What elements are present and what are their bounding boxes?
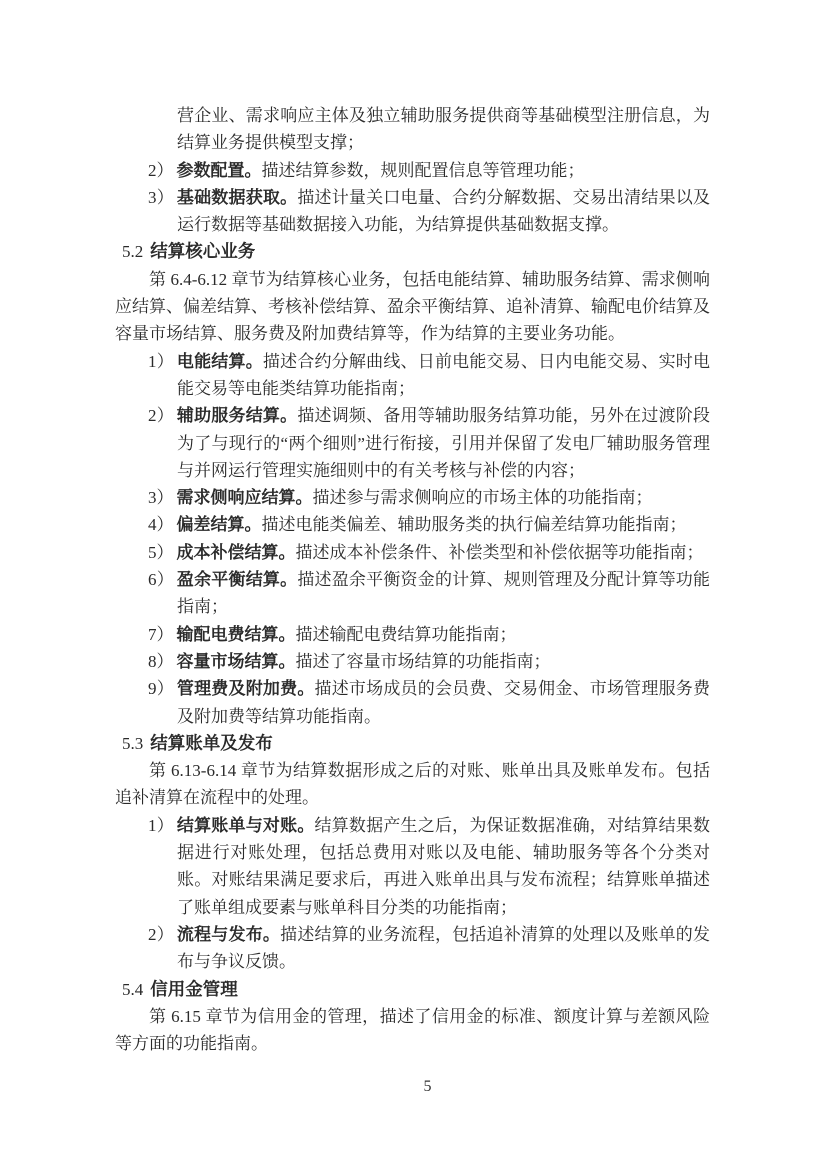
list-item-number: 5） (148, 542, 174, 562)
list-item-number: 1） (148, 351, 174, 371)
continued-paragraph: 营企业、需求响应主体及独立辅助服务提供商等基础模型注册信息，为结算业务提供模型支撑； (177, 106, 710, 153)
list-item-term: 偏差结算。 (176, 515, 262, 535)
list-item-number: 2） (148, 160, 174, 180)
paragraph: 第 6.15 章节为信用金的管理，描述了信用金的标准、额度计算与差额风险等方面的功能指南。 (115, 1006, 710, 1054)
list-item-term: 基础数据获取。 (176, 187, 298, 207)
list-item-term: 结算账单与对账。 (176, 815, 315, 835)
list-item-text: 描述参与需求侧响应的市场主体的功能指南； (312, 488, 653, 508)
list-item (115, 184, 710, 239)
section-number: 5.3 (122, 733, 144, 753)
section-title: 信用金管理 (150, 978, 238, 999)
section-title: 结算核心业务 (150, 241, 256, 262)
list-item-text: 描述结算的业务流程，包括追补清算的处理以及账单的发布与争议反馈。 (177, 924, 710, 972)
list-item-text: 描述盈余平衡资金的计算、规则管理及分配计算等功能指南； (177, 570, 710, 617)
list-item-number: 2） (148, 924, 174, 944)
list-item-text: 描述调频、备用等辅助服务结算功能，另外在过渡阶段为了与现行的“两个细则”进行衔接，引用并保留了发电厂辅助服务管理与并网运行管理实施细则中的有关考核与补偿的内容； (177, 406, 710, 480)
section-heading (122, 730, 710, 757)
list-item (115, 621, 710, 648)
list-item-text: 描述电能类偏差、辅助服务类的执行偏差结算功能指南； (261, 515, 687, 535)
list-item-term: 需求侧响应结算。 (176, 488, 313, 508)
list-item-term: 管理费及附加费。 (176, 679, 315, 699)
list-item-text: 描述市场成员的会员费、交易佣金、市场管理服务费及附加费等结算功能指南。 (177, 679, 710, 726)
paragraph: 第 6.4-6.12 章节为结算核心业务，包括电能结算、辅助服务结算、需求侧响应结算、偏差结算、考核补偿结算、盈余平衡结算、追补清算、输配电价结算及容量市场结算、服务费及附加费结算等，作为结算的主要业务功能。 (115, 269, 710, 344)
list-item-term: 成本补偿结算。 (176, 542, 296, 562)
section-heading (122, 238, 710, 265)
list-item-term: 辅助服务结算。 (176, 406, 298, 426)
list-item (115, 566, 710, 621)
list-item (115, 539, 710, 566)
list-item-number: 9） (148, 679, 174, 699)
page-footer (0, 1078, 827, 1096)
list-item (115, 157, 710, 184)
list-item-number: 8） (148, 651, 174, 671)
list-item-text: 描述成本补偿条件、补偿类型和补偿依据等功能指南； (295, 542, 704, 562)
list-item-term: 盈余平衡结算。 (176, 570, 298, 590)
list-item-term: 流程与发布。 (176, 924, 281, 944)
list-item-term: 容量市场结算。 (176, 651, 296, 671)
list-item (115, 675, 710, 730)
list-item-term: 参数配置。 (176, 160, 262, 180)
document-body (115, 102, 710, 1057)
list-item-number: 3） (148, 488, 174, 508)
section-number: 5.4 (122, 979, 144, 999)
list-item-number: 7） (148, 624, 174, 644)
list-item (115, 511, 710, 538)
list-item (115, 648, 710, 675)
list-item-number: 6） (148, 570, 174, 590)
list-item (115, 812, 710, 921)
list-item-number: 4） (148, 515, 174, 535)
list-item-number: 1） (148, 815, 174, 835)
list-item (115, 348, 710, 403)
list-item (115, 921, 710, 976)
list-item-term: 电能结算。 (176, 351, 263, 371)
list-item-text: 描述结算参数，规则配置信息等管理功能； (261, 160, 585, 180)
list-item-text: 结算数据产生之后，为保证数据准确，对结算结果数据进行对账处理，包括总费用对账以及电能、辅助服务等各个分类对账。对账结果满足要求后，再进入账单出具与发布流程；结算账单描述了账单组成要素与账单科目分类的功能指南； (177, 815, 710, 917)
list-item-term: 输配电费结算。 (176, 624, 296, 644)
section-heading (122, 976, 710, 1003)
list-item (115, 402, 710, 484)
section-number: 5.2 (122, 242, 144, 262)
page-number: 5 (423, 1078, 432, 1095)
section-title: 结算账单及发布 (150, 732, 273, 753)
list-item-text: 描述计量关口电量、合约分解数据、交易出清结果以及运行数据等基础数据接入功能，为结算提供基础数据支撑。 (177, 187, 710, 235)
list-item-text: 描述合约分解曲线、日前电能交易、日内电能交易、实时电能交易等电能类结算功能指南； (177, 351, 710, 398)
list-item (115, 484, 710, 511)
list-item-text: 描述输配电费结算功能指南； (295, 624, 517, 644)
paragraph: 第 6.13-6.14 章节为结算数据形成之后的对账、账单出具及账单发布。包括追补清算在流程中的处理。 (115, 761, 710, 808)
list-item-number: 3） (148, 187, 174, 207)
list-item-number: 2） (148, 406, 174, 426)
list-item-text: 描述了容量市场结算的功能指南； (295, 651, 551, 671)
